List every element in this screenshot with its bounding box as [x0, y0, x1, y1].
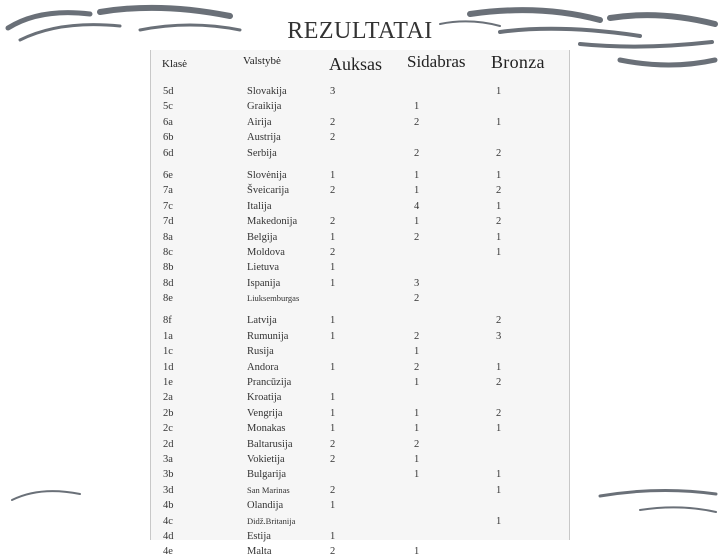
country-cell: Monakas [247, 423, 286, 435]
class-cell: 3b [163, 469, 174, 481]
country-cell: Olandija [247, 500, 284, 512]
silver-cell: 1 [414, 346, 420, 358]
gold-cell: 2 [330, 484, 336, 496]
country-cell: Andora [247, 361, 279, 373]
country-cell: Makedonija [247, 216, 298, 228]
class-cell: 2c [163, 423, 173, 435]
country-cell: Latvija [247, 315, 277, 327]
table-row [151, 375, 569, 390]
silver-cell: 1 [414, 169, 420, 181]
country-cell: Šveicarija [247, 185, 289, 197]
table-row [151, 498, 569, 513]
gold-cell: 2 [330, 216, 336, 228]
class-cell: 5c [163, 101, 173, 113]
country-cell: Italija [247, 200, 272, 212]
table-row [151, 467, 569, 482]
gold-cell: 1 [330, 169, 336, 181]
table-row [151, 406, 569, 421]
table-row [151, 199, 569, 214]
bronze-cell: 2 [496, 315, 502, 327]
gold-cell: 1 [330, 530, 336, 542]
country-cell: Moldova [247, 246, 285, 258]
class-cell: 3a [163, 453, 173, 465]
country-cell: Slovėnija [247, 169, 287, 181]
country-cell: Prancūzija [247, 377, 292, 389]
class-cell: 7c [163, 200, 173, 212]
class-cell: 4c [163, 515, 173, 527]
class-cell: 2b [163, 407, 174, 419]
bronze-cell: 1 [496, 515, 502, 527]
class-cell: 1a [163, 330, 173, 342]
country-cell: Malta [247, 546, 272, 558]
country-cell: Bulgarija [247, 469, 287, 481]
gold-cell: 1 [330, 500, 336, 512]
class-cell: 7a [163, 185, 173, 197]
bronze-cell: 2 [496, 185, 502, 197]
table-row [151, 529, 569, 544]
table-row [151, 214, 569, 229]
bronze-cell: 1 [496, 484, 502, 496]
table-row [151, 437, 569, 452]
bronze-cell: 1 [496, 200, 502, 212]
country-cell: Austrija [247, 132, 281, 144]
gold-cell: 2 [330, 185, 336, 197]
table-row [151, 483, 569, 498]
table-row [151, 291, 569, 306]
table-row [151, 390, 569, 405]
gold-cell: 3 [330, 86, 336, 97]
country-cell: Rumunija [247, 330, 289, 342]
country-cell: Lietuva [247, 262, 280, 274]
country-cell: Baltarusija [247, 438, 293, 450]
table-row [151, 360, 569, 375]
class-cell: 7d [163, 216, 174, 228]
silver-cell: 2 [414, 438, 420, 450]
silver-cell: 1 [414, 469, 420, 481]
silver-cell: 2 [414, 147, 420, 159]
silver-cell: 1 [414, 185, 420, 197]
header-bronza: Bronza [491, 52, 545, 72]
class-cell: 8f [163, 315, 172, 327]
silver-cell: 1 [414, 216, 420, 228]
gold-cell: 2 [330, 453, 336, 465]
table-row [151, 130, 569, 145]
gold-cell: 1 [330, 392, 336, 404]
bronze-cell: 1 [496, 469, 502, 481]
silver-cell: 2 [414, 330, 420, 342]
class-cell: 4e [163, 546, 173, 558]
bronze-cell: 1 [496, 423, 502, 435]
table-row [151, 276, 569, 291]
class-cell: 5d [163, 86, 174, 97]
gold-cell: 2 [330, 546, 336, 558]
gold-cell: 2 [330, 116, 336, 128]
country-cell: Ispanija [247, 277, 281, 289]
results-table [150, 50, 570, 558]
class-cell: 3d [163, 484, 174, 496]
gold-cell: 2 [330, 246, 336, 258]
country-cell: Liuksemburgas [247, 293, 300, 304]
silver-cell: 2 [414, 116, 420, 128]
table-row [151, 544, 569, 559]
silver-cell: 2 [414, 361, 420, 373]
table-row [151, 115, 569, 130]
table-row [151, 99, 569, 114]
silver-cell: 4 [414, 200, 420, 212]
country-cell: Estija [247, 530, 271, 542]
country-cell: Serbija [247, 147, 277, 159]
table-row [151, 183, 569, 198]
class-cell: 1c [163, 346, 173, 358]
class-cell: 2a [163, 392, 173, 404]
class-cell: 6d [163, 147, 174, 159]
table-row [151, 421, 569, 436]
silver-cell: 1 [414, 377, 420, 389]
country-cell: Didž.Britanija [247, 515, 296, 526]
country-cell: Vengrija [247, 407, 283, 419]
silver-cell: 1 [414, 407, 420, 419]
bronze-cell: 1 [496, 169, 502, 181]
silver-cell: 1 [414, 423, 420, 435]
silver-cell: 1 [414, 546, 420, 558]
class-cell: 8b [163, 262, 174, 274]
country-cell: Graikija [247, 101, 282, 113]
table-row [151, 84, 569, 99]
table-row [151, 514, 569, 529]
class-cell: 2d [163, 438, 174, 450]
class-cell: 4b [163, 500, 174, 512]
table-row [151, 146, 569, 161]
class-cell: 4d [163, 530, 174, 542]
bronze-cell: 2 [496, 407, 502, 419]
header-auksas: Auksas [329, 54, 382, 74]
country-cell: Kroatija [247, 392, 282, 404]
country-cell: Belgija [247, 231, 278, 243]
header-klase: Klasė [162, 58, 188, 70]
table-row [151, 260, 569, 275]
gold-cell: 2 [330, 438, 336, 450]
class-cell: 1e [163, 377, 173, 389]
class-cell: 8d [163, 277, 174, 289]
country-cell: San Marinas [247, 484, 290, 495]
table-row [151, 452, 569, 467]
table-header [151, 50, 569, 78]
gold-cell: 1 [330, 407, 336, 419]
bronze-cell: 1 [496, 361, 502, 373]
gold-cell: 2 [330, 132, 336, 144]
bronze-cell: 3 [496, 330, 502, 342]
bronze-cell: 1 [496, 116, 502, 128]
gold-cell: 1 [330, 330, 336, 342]
country-cell: Rusija [247, 346, 274, 358]
table-row [151, 313, 569, 328]
gold-cell: 1 [330, 423, 336, 435]
gold-cell: 1 [330, 262, 336, 274]
silver-cell: 1 [414, 453, 420, 465]
silver-cell: 1 [414, 101, 420, 113]
silver-cell: 3 [414, 277, 420, 289]
gold-cell: 1 [330, 231, 336, 243]
table-row [151, 168, 569, 183]
gold-cell: 1 [330, 277, 336, 289]
header-valstybe: Valstybė [243, 55, 281, 67]
table-row [151, 344, 569, 359]
country-cell: Vokietija [247, 453, 285, 465]
country-cell: Airija [247, 116, 272, 128]
country-cell: Slovakija [247, 86, 287, 97]
header-sidabras: Sidabras [407, 52, 466, 71]
class-cell: 8e [163, 293, 173, 305]
silver-cell: 2 [414, 231, 420, 243]
table-body [151, 84, 569, 560]
page-title: REZULTATAI [287, 18, 433, 44]
class-cell: 6a [163, 116, 173, 128]
class-cell: 1d [163, 361, 174, 373]
class-cell: 8c [163, 246, 173, 258]
silver-cell: 2 [414, 293, 420, 305]
table-row [151, 245, 569, 260]
bronze-cell: 2 [496, 216, 502, 228]
bronze-cell: 2 [496, 147, 502, 159]
gold-cell: 1 [330, 361, 336, 373]
table-row [151, 230, 569, 245]
class-cell: 6b [163, 132, 174, 144]
gold-cell: 1 [330, 315, 336, 327]
bronze-cell: 1 [496, 86, 502, 97]
bronze-cell: 2 [496, 377, 502, 389]
bronze-cell: 1 [496, 231, 502, 243]
table-row [151, 329, 569, 344]
class-cell: 8a [163, 231, 173, 243]
class-cell: 6e [163, 169, 173, 181]
bronze-cell: 1 [496, 246, 502, 258]
